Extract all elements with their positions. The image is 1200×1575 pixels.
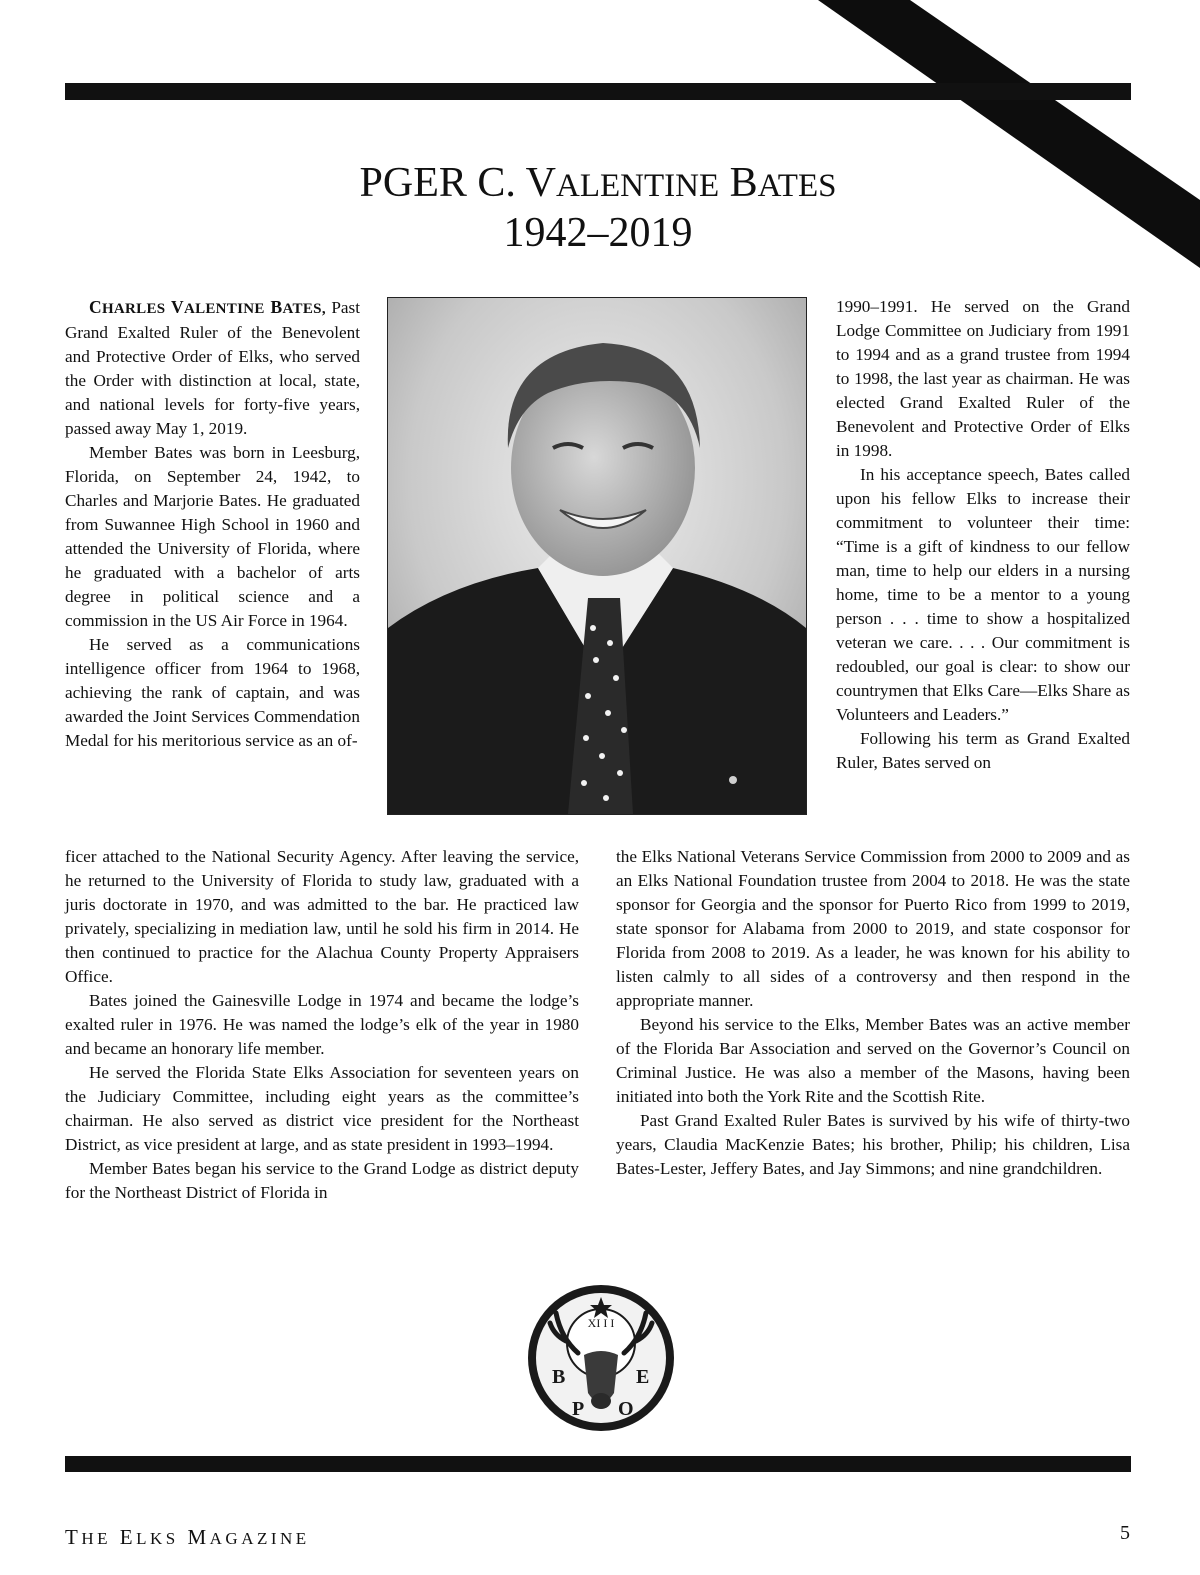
left-column [65,295,360,753]
paragraph: Beyond his service to the Elks, Member Bates was an active member of the Florida Bar Association and served on the Governor’s Council on Criminal Justice. He was also a member of the Masons, having been initiated into both the York Rite and the Scottish Rite. [616,1015,1130,1106]
seal-letter-b: B [552,1366,566,1388]
paragraph: 1990–1991. He served on the Grand Lodge Committee on Judiciary from 1991 to 1994 and as a grand trustee from 1994 to 1998, the last year as chairman. He was elected Grand Exalted Ruler of the Benevolent and Protective Order of Elks in 1998. [836,297,1130,460]
right-lower-column [616,845,1130,1181]
paragraph: ficer attached to the National Security Agency. After leaving the service, he returned to the University of Florida to study law, graduated with a juris doctorate in 1970, and was admitted to the bar. He practiced law privately, specializing in mediation law, until he sold his firm in 2014. He then continued to practice for the Alachua County Property Appraisers Office. [65,847,579,986]
paragraph: In his acceptance speech, Bates called upon his fellow Elks to increase their commitment to volunteer their time: “Time is a gift of kindness to our fellow man, time to help our elders in a nursing home, time to be a mentor to a young person . . . time to show a hospitalized veteran we care. . . . Our commitment is redoubled, our goal is clear: to show our countrymen that Elks Care—Elks Share as Volunteers and Leaders.” [836,465,1130,724]
seal-letter-e: E [636,1366,650,1388]
paragraph: the Elks National Veterans Service Commission from 2000 to 2009 and as an Elks National Foundation trustee from 2004 to 2018. He was the state sponsor for Georgia and the sponsor for Puerto Rico from 1999 to 2019, state sponsor for Alabama from 2000 to 2019, and state cosponsor for Florida from 2008 to 2019. As a leader, he was known for his ability to listen calmly to all sides of a controversy and then respond in the appropriate manner. [616,847,1130,1010]
paragraph: Past Grand Exalted Ruler Bates is survived by his wife of thirty-two years, Claudia MacKenzie Bates; his brother, Philip; his children, Lisa Bates-Lester, Jeffery Bates, and Jay Simmons; and nine grandchildren. [616,1111,1130,1178]
paragraph: Following his term as Grand Exalted Ruler, Bates served on [836,729,1130,772]
paragraph: He served as a communications intelligence officer from 1964 to 1968, achieving the rank of captain, and was awarded the Joint Services Commendation Medal for his meritorious service as an of- [65,635,360,750]
left-lower-column [65,845,579,1205]
clock-numerals: XI I I [587,1316,615,1330]
lead-name: CHARLES VALENTINE BATES, [89,297,326,317]
paragraph: Bates joined the Gainesville Lodge in 1974 and became the lodge’s exalted ruler in 1976. He was named the lodge’s elk of the year in 1980 and became an honorary life member. [65,991,579,1058]
right-column [836,295,1130,775]
top-rule [65,83,1131,100]
elks-seal [526,1283,676,1433]
paragraph: Member Bates was born in Leesburg, Florida, on September 24, 1942, to Charles and Marjorie Bates. He graduated from Suwannee High School in 1960 and attended the University of Florida, where he graduated with a bachelor of arts degree in political science and a commission in the US Air Force in 1964. [65,443,360,630]
page-title: PGER C. VALENTINE BATES [359,160,837,206]
paragraph: Member Bates began his service to the Grand Lodge as district deputy for the Northeast District of Florida in [65,1159,579,1202]
portrait-illustration [388,298,806,814]
life-dates: 1942–2019 [503,210,693,256]
magazine-name: THE ELKS MAGAZINE [65,1525,310,1549]
seal-letter-p: P [572,1398,585,1420]
seal-letter-o: O [618,1398,634,1420]
paragraph: He served the Florida State Elks Association for seventeen years on the Judiciary Committee, including eight years as the committee’s chairman. He also served as district vice president for the Northeast District, as vice president at large, and as state president in 1993–1994. [65,1063,579,1154]
bottom-rule [65,1456,1131,1472]
page-number: 5 [1120,1522,1130,1544]
portrait-photo [387,297,807,815]
paragraph: CHARLES VALENTINE BATES, Past Grand Exalted Ruler of the Benevolent and Protective Order of Elks, who served the Order with distinction at local, state, and national levels for forty-five years, passed away May 1, 2019. [65,297,361,438]
